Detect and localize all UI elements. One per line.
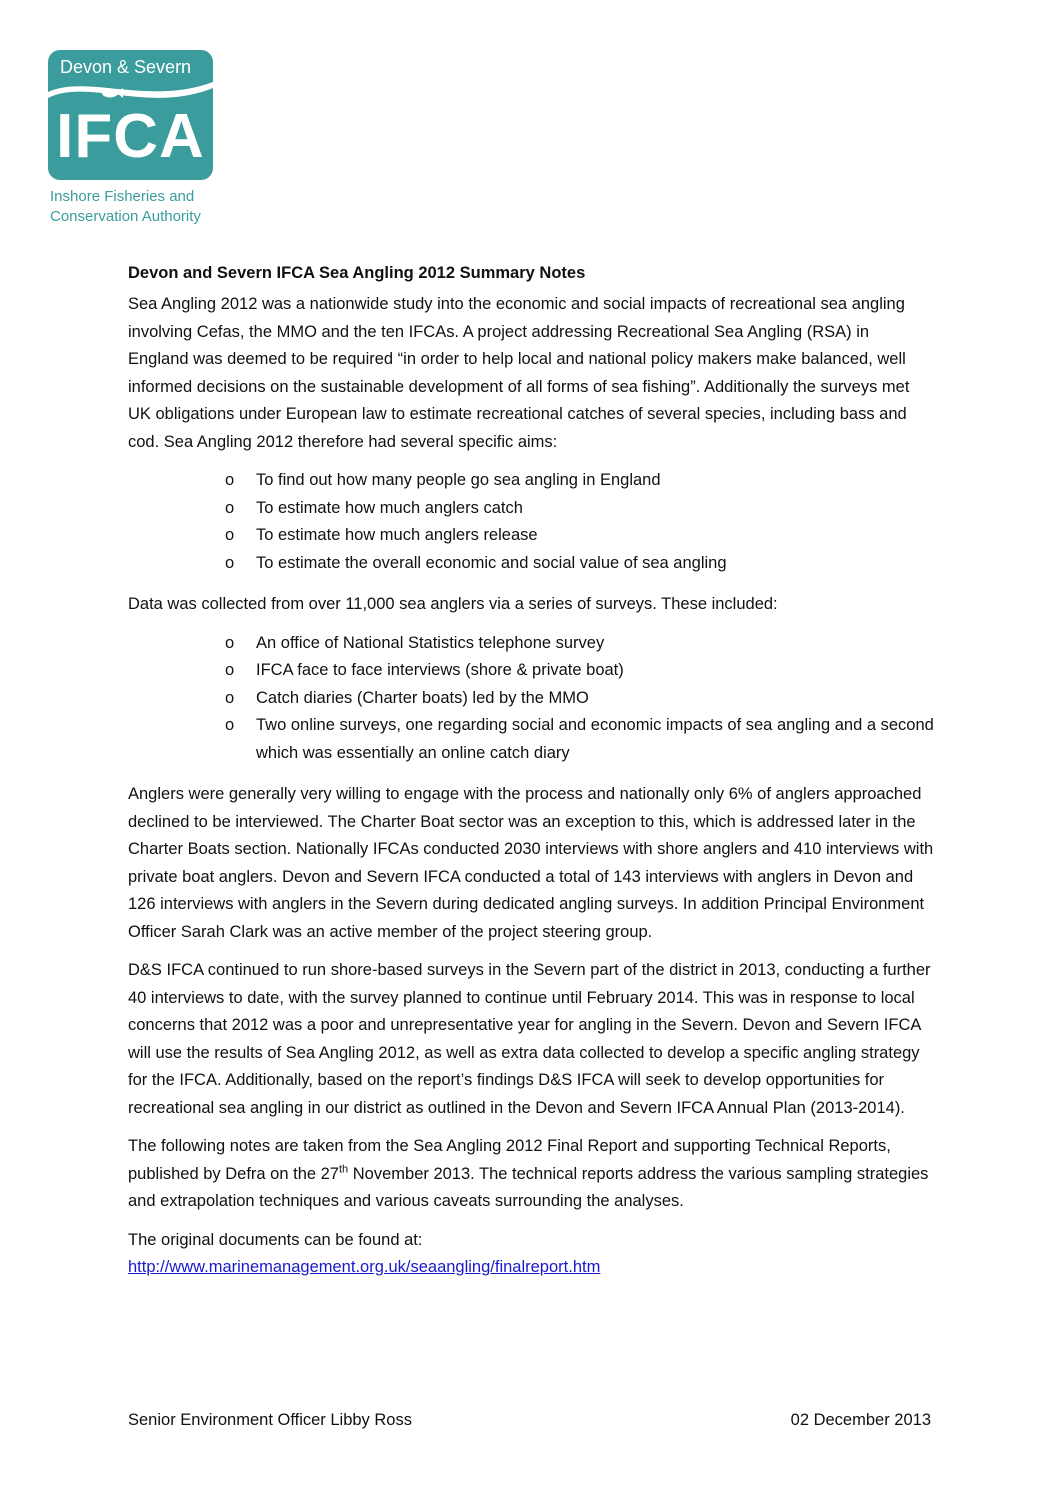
logo-ifca-text: IFCA (56, 102, 205, 171)
list-item: o Catch diaries (Charter boats) led by the MMO (128, 685, 934, 713)
bullet-icon: o (225, 716, 235, 734)
bullet-icon: o (225, 526, 235, 544)
logo-subtitle-line1: Inshore Fisheries and (50, 188, 195, 205)
list-item: o An office of National Statistics telephone survey (128, 630, 934, 658)
aims-list (128, 467, 934, 577)
bullet-icon: o (225, 471, 235, 489)
document-body (128, 262, 934, 1293)
logo-subtitle-line2: Conservation Authority (50, 208, 201, 225)
page-title: Devon and Severn IFCA Sea Angling 2012 Summary Notes (128, 264, 586, 282)
notes-paragraph: The following notes are taken from the Sea Angling 2012 Final Report and supporting Technical Reports, published by Defra on the 27th November 2013. The technical reports address the various sampling strategies and extrapolation techniques and various caveats surrounding the analyses. (128, 1137, 929, 1210)
original-docs-label: The original documents can be found at: (128, 1230, 423, 1249)
surveys-list (128, 630, 934, 768)
list-item: o To find out how many people go sea angling in England (128, 467, 934, 495)
list-item: o Two online surveys, one regarding social and economic impacts of sea angling and a second which was essentially an online catch diary (128, 712, 934, 767)
logo-top-text: Devon & Severn (60, 57, 192, 77)
logo-subtitle (48, 187, 218, 227)
intro-paragraph: Sea Angling 2012 was a nationwide study into the economic and social impacts of recreational sea angling involving Cefas, the MMO and the ten IFCAs. A project addressing Recreational Sea Angling (RSA) in England was deemed to be required “in order to help local and national policy makers make balanced, well informed decisions on the sustainable development of all forms of sea fishing”. Additionally the surveys met UK obligations under European law to estimate recreational catches of several species, including bass and cod. Sea Angling 2012 therefore had several specific aims: (128, 295, 910, 451)
footer-date: 02 December 2013 (790, 1411, 931, 1429)
list-item: o IFCA face to face interviews (shore & private boat) (128, 657, 934, 685)
list-item: o To estimate the overall economic and social value of sea angling (128, 550, 934, 578)
anglers-paragraph: Anglers were generally very willing to engage with the process and nationally only 6% of anglers approached declined to be interviewed. The Charter Boat sector was an exception to this, which is addressed later in the Charter Boats section. Nationally IFCAs conducted 2030 interviews with shore anglers and 410 interviews with private boat anglers. Devon and Severn IFCA conducted a total of 143 interviews with anglers in Devon and 126 interviews with anglers in the Severn during dedicated angling surveys. In addition Principal Environment Officer Sarah Clark was an active member of the project steering group. (128, 785, 934, 941)
ds-ifca-paragraph: D&S IFCA continued to run shore-based surveys in the Severn part of the district in 2013, conducting a further 40 interviews to date, with the survey planned to continue until February 2014. This was in response to local concerns that 2012 was a poor and unrepresentative year for angling in the Severn. Devon and Severn IFCA will use the results of Sea Angling 2012, as well as extra data collected to develop a specific angling strategy for the IFCA. Additionally, based on the report’s findings D&S IFCA will seek to develop opportunities for recreational sea angling in our district as outlined in the Devon and Severn IFCA Annual Plan (2013-2014). (128, 961, 931, 1117)
list-item: o To estimate how much anglers release (128, 522, 934, 550)
logo-ifca-block (48, 98, 213, 180)
bullet-icon: o (225, 498, 235, 517)
bullet-icon: o (225, 661, 235, 679)
data-paragraph: Data was collected from over 11,000 sea anglers via a series of surveys. These included: (128, 595, 778, 613)
footer (128, 1411, 931, 1430)
bullet-icon: o (225, 553, 235, 572)
footer-author: Senior Environment Officer Libby Ross (128, 1411, 412, 1429)
ordinal-suffix: th (338, 1163, 349, 1175)
list-item: o To estimate how much anglers catch (128, 495, 934, 523)
bullet-icon: o (225, 688, 235, 707)
original-docs-paragraph (128, 1227, 934, 1282)
bullet-icon: o (225, 633, 235, 652)
final-report-link[interactable]: http://www.marinemanagement.org.uk/seaangling/finalreport.htm (128, 1258, 601, 1276)
ifca-logo (48, 50, 218, 227)
